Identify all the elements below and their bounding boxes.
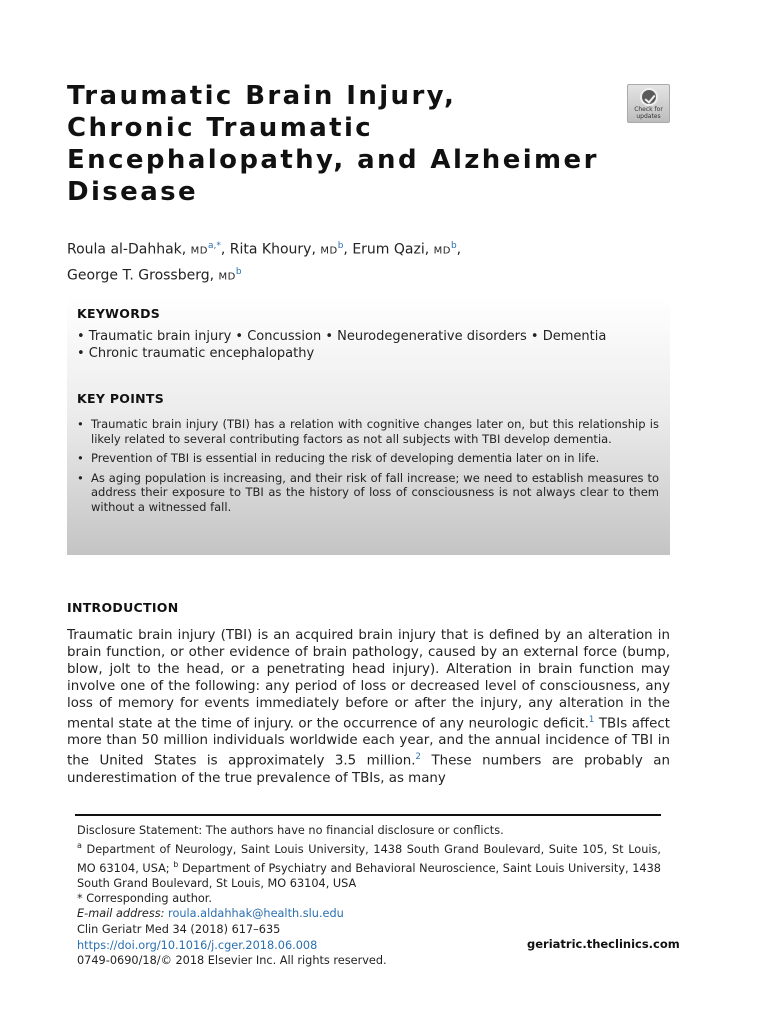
author-degree: MD [320, 245, 338, 257]
title-line: Traumatic Brain Injury, [67, 81, 457, 111]
email-link[interactable]: roula.aldahhak@health.slu.edu [168, 906, 344, 920]
check-for-updates-icon [640, 88, 658, 106]
keywords-list [77, 328, 662, 362]
author-degree: MD [433, 245, 451, 257]
disclosure-statement: Disclosure Statement: The authors have no financial disclosure or conflicts. [77, 824, 504, 837]
badge-line1: Check for [634, 106, 663, 113]
footnote-divider [75, 814, 661, 816]
badge-line2: updates [636, 112, 661, 120]
footnotes [77, 823, 661, 921]
badge-text [628, 107, 669, 120]
intro-text: These numbers are probably an underestimation of the true prevalence of TBIs, as many [67, 753, 670, 786]
key-point-item: • As aging population is increasing, and their risk of fall increase; we need to establish measures to address their exposure to TBI as the history of loss of consciousness is not always clear to them without a witnessed fall. [77, 471, 659, 515]
title-line: Disease [67, 177, 199, 207]
author-line-2 [67, 262, 667, 288]
keywords-keypoints-box [67, 296, 670, 555]
intro-text: Traumatic brain injury (TBI) is an acquired brain injury that is defined by an alteration in brain function, or other evidence of brain pathology, caused by an external force (bump, blow, jolt to the head, or a penetrating head injury). Alteration in brain function may involve one of the following: any period of loss or decreased level of consciousness, any loss of memory for events immediately before or after the injury, any alteration in the mental state at the time of injury. or the occurrence of any neurologic deficit. [67, 628, 670, 732]
author-name: , Erum Qazi, [343, 241, 434, 258]
copyright-line: 0749-0690/18/© 2018 Elsevier Inc. All rights reserved. [77, 954, 387, 967]
author-name: George T. Grossberg, [67, 267, 219, 284]
intro-text: TBIs affect more than 50 million individuals worldwide each year, and the annual incidence of TBI in the United States is approximately 3.5 million. [67, 716, 670, 769]
affiliation-text: Department of Psychiatry and Behavioral Neuroscience, Saint Louis University, 1438 South Grand Boulevard, St Louis, MO 63104, USA [77, 861, 661, 890]
affiliation-ref[interactable]: a,* [208, 241, 221, 251]
article-title [67, 80, 647, 208]
journal-website[interactable]: geriatric.theclinics.com [527, 937, 680, 951]
author-name: , Rita Khoury, [220, 241, 321, 258]
author-degree: MD [218, 271, 236, 283]
affiliation-marker: a [77, 841, 82, 850]
reference-link[interactable]: 2 [415, 752, 421, 763]
key-points-list [77, 417, 659, 519]
doi-link[interactable]: https://doi.org/10.1016/j.cger.2018.06.008 [77, 938, 318, 952]
key-point-item: • Traumatic brain injury (TBI) has a relation with cognitive changes later on, but this relationship is likely related to several contributing factors as not all subjects with TBI develop dementia. [77, 417, 659, 446]
title-line: Chronic Traumatic [67, 113, 374, 143]
introduction-heading: INTRODUCTION [67, 600, 179, 615]
keywords-line: • Chronic traumatic encephalopathy [77, 346, 315, 361]
introduction-paragraph [67, 627, 670, 787]
key-points-heading: KEY POINTS [77, 391, 165, 406]
journal-citation: Clin Geriatr Med 34 (2018) 617–635 [77, 923, 281, 936]
author-degree: MD [190, 245, 208, 257]
keywords-heading: KEYWORDS [77, 306, 161, 321]
author-name: Roula al-Dahhak, [67, 241, 191, 258]
author-list [67, 236, 667, 287]
affiliation-ref[interactable]: b [337, 241, 344, 251]
affiliation-marker: b [173, 859, 179, 869]
check-for-updates-badge[interactable] [627, 84, 670, 123]
email-line [77, 906, 661, 921]
keywords-line: • Traumatic brain injury • Concussion • Neurodegenerative disorders • Dementia [77, 329, 607, 344]
author-separator: , [456, 241, 462, 258]
author-line-1 [67, 236, 667, 262]
email-label: E-mail address: [77, 906, 165, 920]
corresponding-author: * Corresponding author. [77, 891, 212, 905]
affiliations [77, 838, 661, 891]
reference-link[interactable]: 1 [588, 715, 595, 725]
affiliation-text: Department of Neurology, Saint Louis University, 1438 South Grand Boulevard, Suite 105, St Louis, MO 63104, USA; [77, 842, 661, 875]
affiliation-ref[interactable]: b [450, 241, 457, 251]
title-line: Encephalopathy, and Alzheimer [67, 145, 599, 175]
key-point-item: • Prevention of TBI is essential in reducing the risk of developing dementia later on in life. [77, 451, 659, 466]
affiliation-ref[interactable]: b [235, 266, 242, 277]
